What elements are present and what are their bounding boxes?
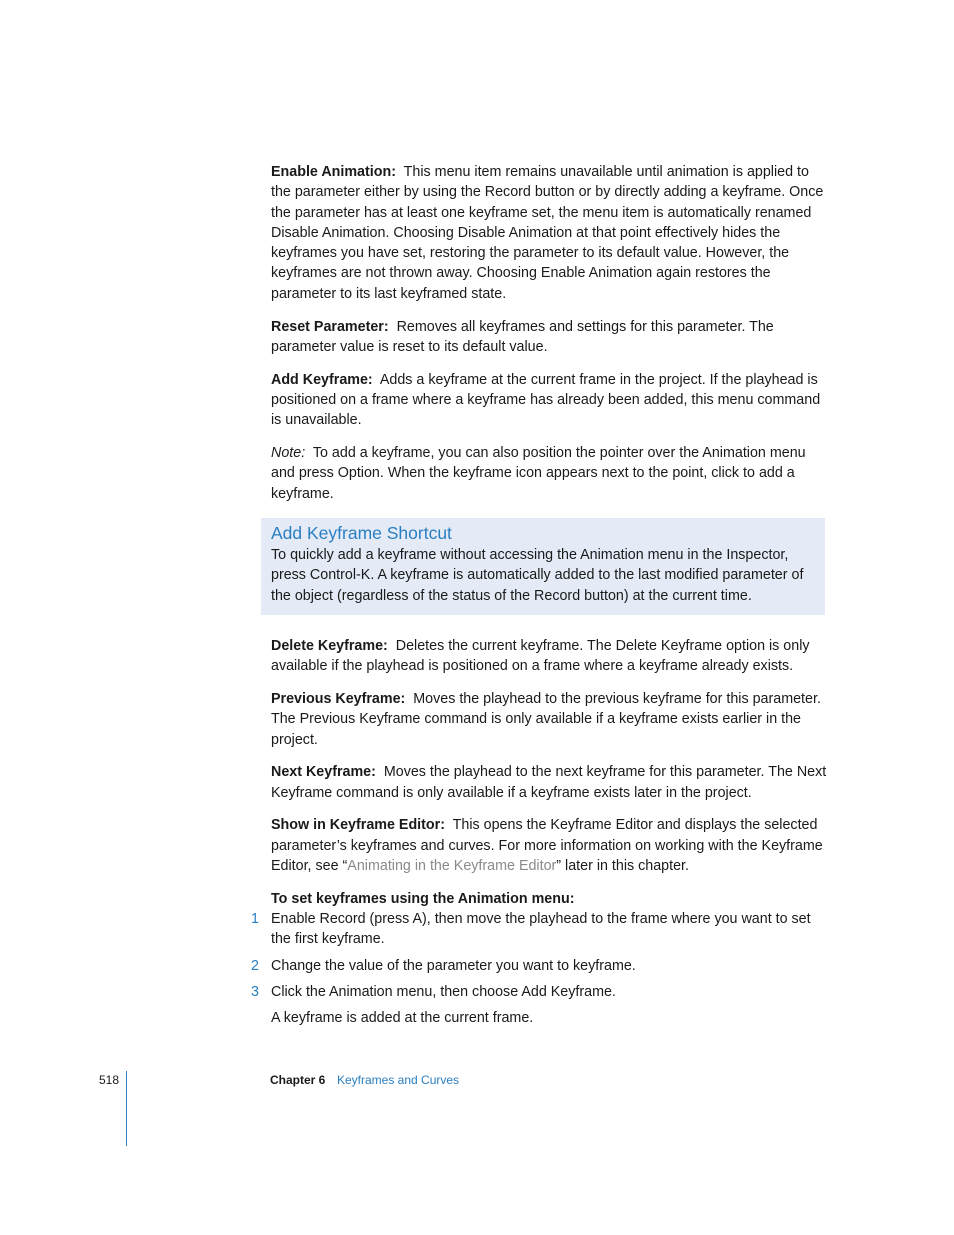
definition-show-in-keyframe-editor (271, 815, 827, 876)
note-text: To add a keyframe, you can also position the pointer over the Animation menu and press Option. When the keyframe icon appears next to the point, click to add a keyframe. (271, 445, 806, 502)
definition-text: Deletes the current keyframe. The Delete Keyframe option is only available if the playhead is positioned on a frame where a keyframe already exists. (271, 637, 810, 675)
page-body (251, 162, 827, 1029)
definition-term: Reset Parameter: (271, 318, 389, 335)
footer-divider (126, 1071, 127, 1146)
shortcut-text: To quickly add a keyframe without accessing the Animation menu in the Inspector, press Control-K. A keyframe is automatically added to the last modified parameter of the object (regardless of the status of the Record button) at the current time. (271, 546, 804, 604)
definition-term: Show in Keyframe Editor: (271, 817, 445, 834)
definition-term: Delete Keyframe: (271, 637, 388, 654)
definition-text: Removes all keyframes and settings for this parameter. The parameter value is reset to its default value. (271, 318, 774, 355)
definition-text-end: ” later in this chapter. (556, 858, 690, 875)
definition-previous-keyframe (271, 689, 827, 750)
procedure-step (251, 982, 827, 1002)
definition-text: Moves the playhead to the next keyframe for this parameter. The Next Keyframe command is only available if a keyframe exists later in the project. (271, 764, 827, 801)
procedure-step (251, 956, 827, 976)
step-number: 2 (251, 957, 259, 974)
step-number: 1 (251, 911, 259, 928)
definition-text: This menu item remains unavailable until animation is applied to the parameter either by using the Record button or by directly adding a keyframe. Once the parameter has at least one keyframe set, the menu item is automatically renamed Disable Animation. Choosing Disable Animation at that point effectively hides the keyframes you have set, restoring the parameter to its default value. However, the keyframes are not thrown away. Choosing Enable Animation again restores the parameter to its last keyframed state. (271, 164, 824, 302)
definition-text: Adds a keyframe at the current frame in the project. If the playhead is positioned on a frame where a keyframe has already been added, this menu command is unavailable. (271, 371, 821, 429)
definition-text: Moves the playhead to the previous keyframe for this parameter. The Previous Keyframe command is only available if a keyframe exists earlier in the project. (271, 690, 821, 748)
procedure-heading: To set keyframes using the Animation menu: (271, 890, 575, 907)
note-label: Note: (271, 445, 306, 462)
definition-term: Next Keyframe: (271, 764, 376, 781)
chapter-title[interactable]: Keyframes and Curves (337, 1073, 460, 1087)
definition-term: Add Keyframe: (271, 371, 373, 388)
definition-term: Enable Animation: (271, 164, 396, 180)
keyframe-editor-link[interactable]: Animating in the Keyframe Editor (347, 858, 557, 875)
note (271, 443, 827, 504)
step-text: Enable Record (press A), then move the playhead to the frame where you want to set the first keyframe. (271, 911, 811, 948)
definition-delete-keyframe (271, 636, 827, 677)
definition-reset-parameter (271, 317, 827, 358)
definition-term: Previous Keyframe: (271, 690, 406, 707)
step-number: 3 (251, 984, 259, 1000)
step-text: Change the value of the parameter you want to keyframe. (271, 957, 636, 974)
definition-next-keyframe (271, 762, 827, 803)
procedure-result: A keyframe is added at the current frame. (271, 1010, 534, 1027)
definition-text: This opens the Keyframe Editor and displays the selected parameter’s keyframes and curves. For more information on working with the Keyframe Editor, see “ (271, 817, 823, 875)
definition-add-keyframe (271, 370, 827, 431)
page-number: 518 (99, 1073, 120, 1087)
shortcut-title: Add Keyframe Shortcut (271, 522, 452, 543)
shortcut-callout (261, 518, 825, 615)
procedure-step (251, 909, 827, 950)
step-text: Click the Animation menu, then choose Add Keyframe. (271, 984, 616, 1000)
chapter-label: Chapter 6 (270, 1073, 326, 1087)
definition-enable-animation (271, 162, 827, 304)
